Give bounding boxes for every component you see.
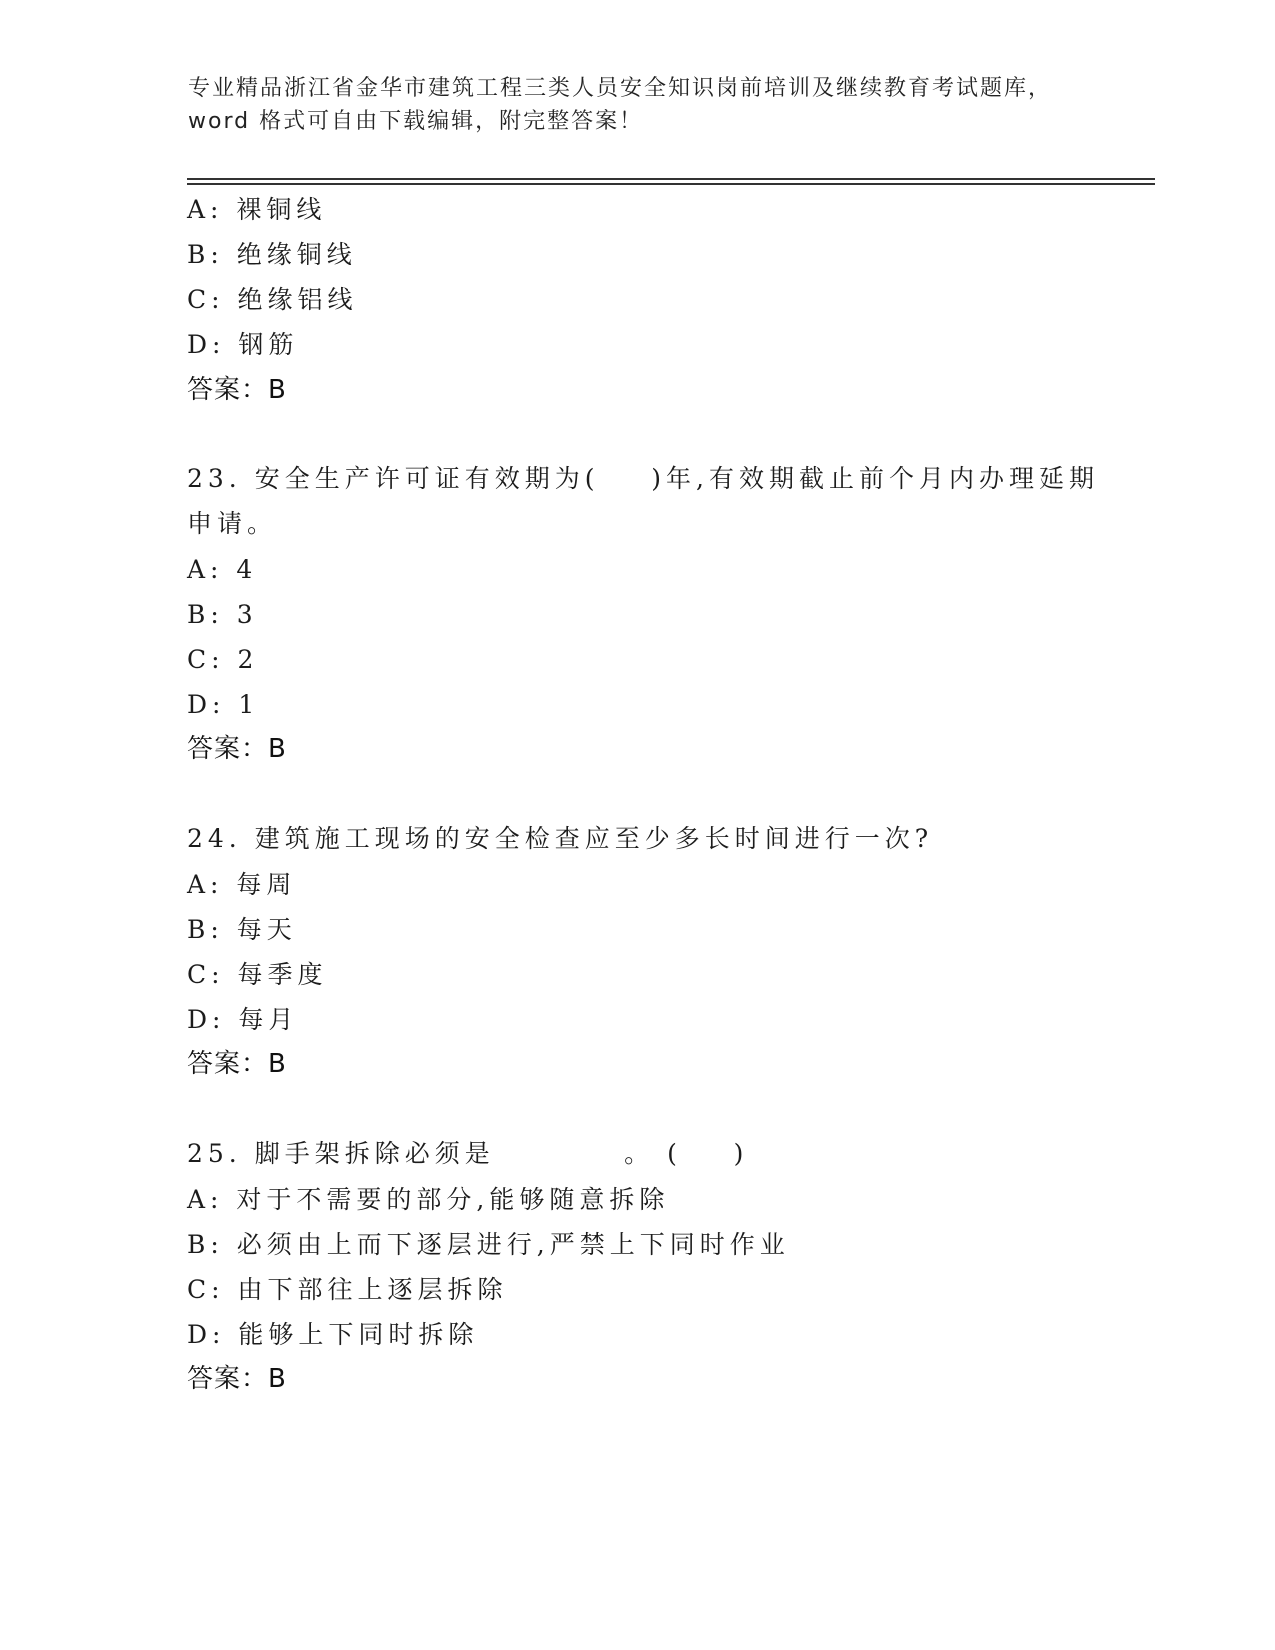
option-d: D: 1 bbox=[187, 690, 260, 719]
option-b: B: 3 bbox=[187, 600, 258, 629]
option-c: C: 2 bbox=[187, 645, 259, 674]
answer: 答案：B bbox=[187, 734, 287, 764]
header-line-1: 专业精品浙江省金华市建筑工程三类人员安全知识岗前培训及继续教育考试题库， bbox=[188, 76, 1053, 101]
option-b: B: 每天 bbox=[187, 915, 297, 944]
header-line-2: word 格式可自由下载编辑，附完整答案！ bbox=[188, 109, 644, 134]
answer: 答案：B bbox=[187, 375, 287, 405]
option-d: D: 钢筋 bbox=[187, 330, 299, 359]
option-a: A: 每周 bbox=[187, 870, 297, 899]
option-d: D: 能够上下同时拆除 bbox=[187, 1320, 479, 1349]
question-stem: 23. 安全生产许可证有效期为( )年,有效期截止前个月内办理延期 bbox=[187, 464, 1099, 493]
question-stem-continued: 申请。 bbox=[187, 509, 278, 538]
header-rule-top bbox=[187, 178, 1155, 180]
option-d: D: 每月 bbox=[187, 1005, 299, 1034]
option-a: A: 4 bbox=[187, 555, 258, 584]
answer: 答案：B bbox=[187, 1364, 287, 1394]
question-stem: 25. 脚手架拆除必须是 。 ( ) bbox=[187, 1139, 749, 1168]
option-c: C: 由下部往上逐层拆除 bbox=[187, 1275, 508, 1304]
option-b: B: 绝缘铜线 bbox=[187, 240, 357, 269]
question-stem: 24. 建筑施工现场的安全检查应至少多长时间进行一次? bbox=[187, 824, 934, 853]
answer: 答案：B bbox=[187, 1049, 287, 1079]
option-c: C: 每季度 bbox=[187, 960, 328, 989]
option-a: A: 裸铜线 bbox=[187, 195, 327, 224]
document-header bbox=[188, 72, 1088, 138]
option-a: A: 对于不需要的部分,能够随意拆除 bbox=[187, 1185, 670, 1214]
option-c: C: 绝缘铝线 bbox=[187, 285, 358, 314]
option-b: B: 必须由上而下逐层进行,严禁上下同时作业 bbox=[187, 1230, 790, 1259]
header-rule-bottom bbox=[187, 183, 1155, 185]
